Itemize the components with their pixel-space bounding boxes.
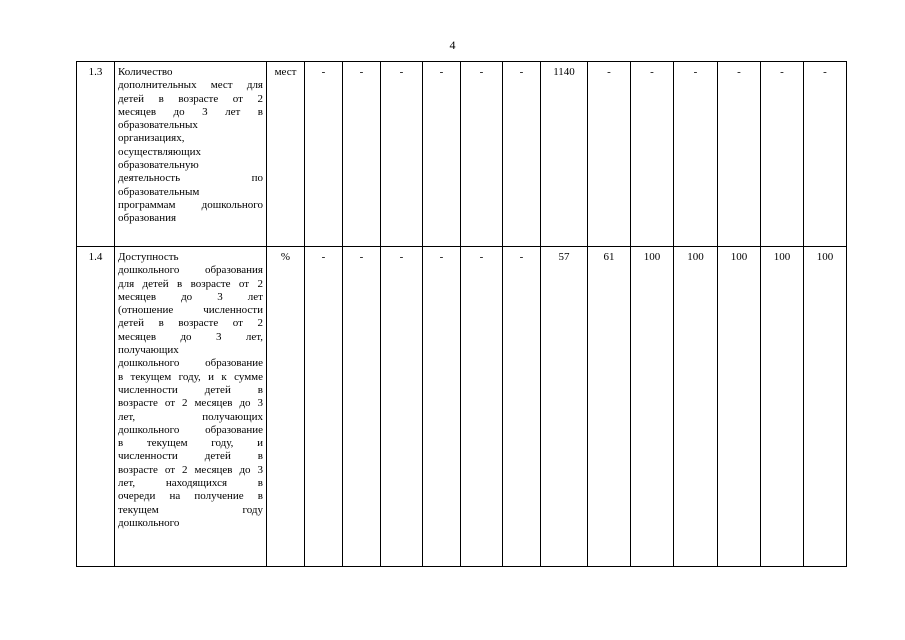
value-cell: - bbox=[305, 62, 343, 247]
value-cell: - bbox=[674, 62, 718, 247]
table-row bbox=[77, 62, 847, 247]
description-line: осуществляющих bbox=[118, 145, 201, 158]
row-number-cell: 1.3 bbox=[77, 62, 115, 247]
description-line: месяцев до 3 лет bbox=[118, 290, 263, 303]
value-cell: - bbox=[761, 62, 804, 247]
description-line: в текущем году, и bbox=[118, 437, 263, 450]
description-line: организациях, bbox=[118, 132, 185, 145]
description-line: текущем году bbox=[118, 503, 263, 516]
description-line: Доступность bbox=[118, 251, 179, 263]
description-line: дошкольного образование bbox=[118, 357, 263, 370]
description-line: образовательную bbox=[118, 159, 199, 172]
unit-cell: мест bbox=[267, 62, 305, 247]
description-line: образовательных bbox=[118, 119, 198, 132]
description-line: детей в возрасте от 2 bbox=[118, 317, 263, 330]
description-line: образовательным bbox=[118, 185, 200, 198]
value-cell: - bbox=[631, 62, 674, 247]
description-line: очереди на получение в bbox=[118, 490, 263, 503]
description-line: дошкольного образование bbox=[118, 423, 263, 436]
description-line: образования bbox=[118, 212, 177, 225]
value-cell: - bbox=[804, 62, 847, 247]
value-cell: - bbox=[343, 247, 381, 567]
value-cell: 57 bbox=[541, 247, 588, 567]
description-line: в текущем году, и к сумме bbox=[118, 370, 263, 383]
description-line: получающих bbox=[118, 344, 179, 357]
value-cell: - bbox=[305, 247, 343, 567]
description-line: лет, находящихся в bbox=[118, 477, 263, 490]
value-cell: 100 bbox=[674, 247, 718, 567]
indicator-description-cell bbox=[115, 62, 267, 247]
description-line: месяцев до 3 лет в bbox=[118, 105, 263, 118]
value-cell: - bbox=[343, 62, 381, 247]
value-cell: - bbox=[461, 62, 503, 247]
value-cell: 100 bbox=[718, 247, 761, 567]
value-cell: - bbox=[718, 62, 761, 247]
description-line: (отношение численности bbox=[118, 304, 263, 317]
description-line: возрасте от 2 месяцев до 3 bbox=[118, 397, 263, 410]
value-cell: - bbox=[503, 247, 541, 567]
value-cell: - bbox=[588, 62, 631, 247]
value-cell: - bbox=[423, 247, 461, 567]
table-row bbox=[77, 247, 847, 567]
unit-cell: % bbox=[267, 247, 305, 567]
description-line: дополнительных мест для bbox=[118, 79, 263, 92]
description-line: программам дошкольного bbox=[118, 198, 263, 211]
description-line: детей в возрасте от 2 bbox=[118, 92, 263, 105]
value-cell: 100 bbox=[761, 247, 804, 567]
description-line: численности детей в bbox=[118, 450, 263, 463]
value-cell: - bbox=[503, 62, 541, 247]
value-cell: 1140 bbox=[541, 62, 588, 247]
description-line: месяцев до 3 лет, bbox=[118, 330, 263, 343]
value-cell: 61 bbox=[588, 247, 631, 567]
value-cell: - bbox=[381, 247, 423, 567]
description-line: дошкольного образования bbox=[118, 264, 263, 277]
value-cell: - bbox=[423, 62, 461, 247]
value-cell: 100 bbox=[804, 247, 847, 567]
value-cell: - bbox=[461, 247, 503, 567]
value-cell: - bbox=[381, 62, 423, 247]
indicators-table bbox=[76, 61, 847, 567]
value-cell: 100 bbox=[631, 247, 674, 567]
description-line: деятельность по bbox=[118, 172, 263, 185]
indicator-description-cell bbox=[115, 247, 267, 567]
description-line: для детей в возрасте от 2 bbox=[118, 277, 263, 290]
description-line: численности детей в bbox=[118, 383, 263, 396]
row-number-cell: 1.4 bbox=[77, 247, 115, 567]
page-number: 4 bbox=[449, 38, 456, 52]
description-line: лет, получающих bbox=[118, 410, 263, 423]
description-line: Количество bbox=[118, 66, 173, 78]
description-line: дошкольного bbox=[118, 516, 180, 529]
description-line: возрасте от 2 месяцев до 3 bbox=[118, 463, 263, 476]
